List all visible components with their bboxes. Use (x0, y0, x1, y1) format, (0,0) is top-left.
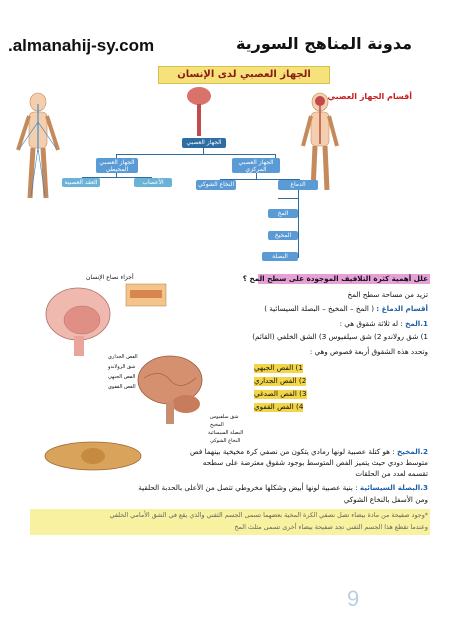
brain-label-4: شق سلفيوس (210, 414, 239, 420)
brain-label-7: النخاع الشوكي (210, 438, 241, 444)
cerebellum-figure (38, 434, 148, 476)
page-title: الجهاز العصبي لدى الإنسان (158, 66, 330, 84)
cerebellum-line-3: تقسمه لعدد من الحلقات (355, 469, 428, 478)
lobe-3: 3) الفص الصدغي (254, 389, 307, 398)
brain-label-3: الفص القفوي (108, 384, 136, 390)
cerebellum-line-2: متوسط دودي حيث يتميز الفص المتوسط بوجود شقوق معترضة على سطحه (202, 458, 428, 467)
lobe-2: 2) الفص الجداري (254, 376, 307, 385)
question-1: علل أهمية كثرة التلافيف الموجودة على سطح المخ ؟ (242, 274, 428, 283)
brain-label-6: البصلة السيسائية (208, 430, 244, 436)
brain-lobes-figure (130, 348, 210, 428)
diagram-cerebrum: المخ (268, 209, 298, 218)
nervous-system-body-figure (14, 92, 62, 202)
brain-label-5: المخيخ (210, 422, 224, 428)
note-line-2: وعندما تقطع هذا الجسم الثفني تجد صفيحة بيضاء أخرى تسمى مثلث المخ (234, 523, 428, 531)
section-label: أقسام الجهاز العصبي (327, 92, 412, 101)
diagram-medulla: البصلة السيسائية (262, 252, 298, 261)
medulla-line-2: ومن الأسفل بالنخاع الشوكي (343, 495, 428, 504)
diagram-spinal-cord: النخاع الشوكي (197, 181, 235, 188)
answer-1: تزيد من مساحة سطح المخ (347, 290, 428, 299)
diagram-nerves: الأعصاب (134, 178, 172, 187)
lobe-1: 1) الفص الجبهي (254, 363, 303, 372)
cerebellum-line-1: 2.المخيخ : هو كتلة عصبية لونها رمادي يتكون من نصفي كرة مخيخية بينهما فص (190, 447, 428, 456)
lobes-intro: وتحدد هذه الشقوق أربعة فصوص وهي : (309, 347, 428, 356)
cerebrum-line: 1.المخ : له ثلاثة شقوق هي : (339, 319, 428, 328)
brain-parts-label: أجزاء نصاع الإنسان (86, 274, 134, 281)
lobe-4: 4) الفص القفوي (254, 402, 304, 411)
brain-parts-line: أقسام الدماغ : ( المخ – المخيخ – البصلة السيسائية ) (264, 304, 428, 313)
brain-spine-figure (175, 86, 223, 138)
brain-label-1: شق الرولاندو (108, 364, 136, 370)
diagram-ganglia: العقد العصبية (62, 178, 100, 187)
medulla-line-1: 3.البصلة السيسائية : بنية عصبية لونها أبيض وشكلها مخروطي تتصل من الأعلى بالحدبة الحلقية (138, 483, 428, 492)
blog-name: مدونة المناهج السورية (235, 34, 412, 53)
site-url: .almanahij-sy.com (8, 36, 155, 55)
page-number: 9 (347, 586, 360, 611)
brain-label-2: الفص الجبهي (108, 374, 136, 380)
brain-label-0: الفص الجداري (108, 354, 138, 360)
diagram-peripheral: الجهاز العصبي المحيطي (96, 158, 138, 173)
diagram-brain: الدماغ (278, 180, 318, 190)
diagram-cerebellum: المخيخ (268, 231, 298, 240)
note-line-1: *وجود صفيحة من مادة بيضاء تصل نصفي الكرة المخية بعضهما تسمى الجسم الثفني والذي يقع في الشق الأمامي الخلفي (109, 511, 428, 519)
fissures-line: 1) شق رولاندو 2) شق سيلفيوس 3) الشق الخلفي (القائم) (252, 332, 428, 341)
diagram-top: الجهاز العصبي (182, 138, 226, 148)
central-nervous-figure (300, 92, 340, 192)
diagram-central: الجهاز العصبي المركزي (232, 158, 280, 173)
